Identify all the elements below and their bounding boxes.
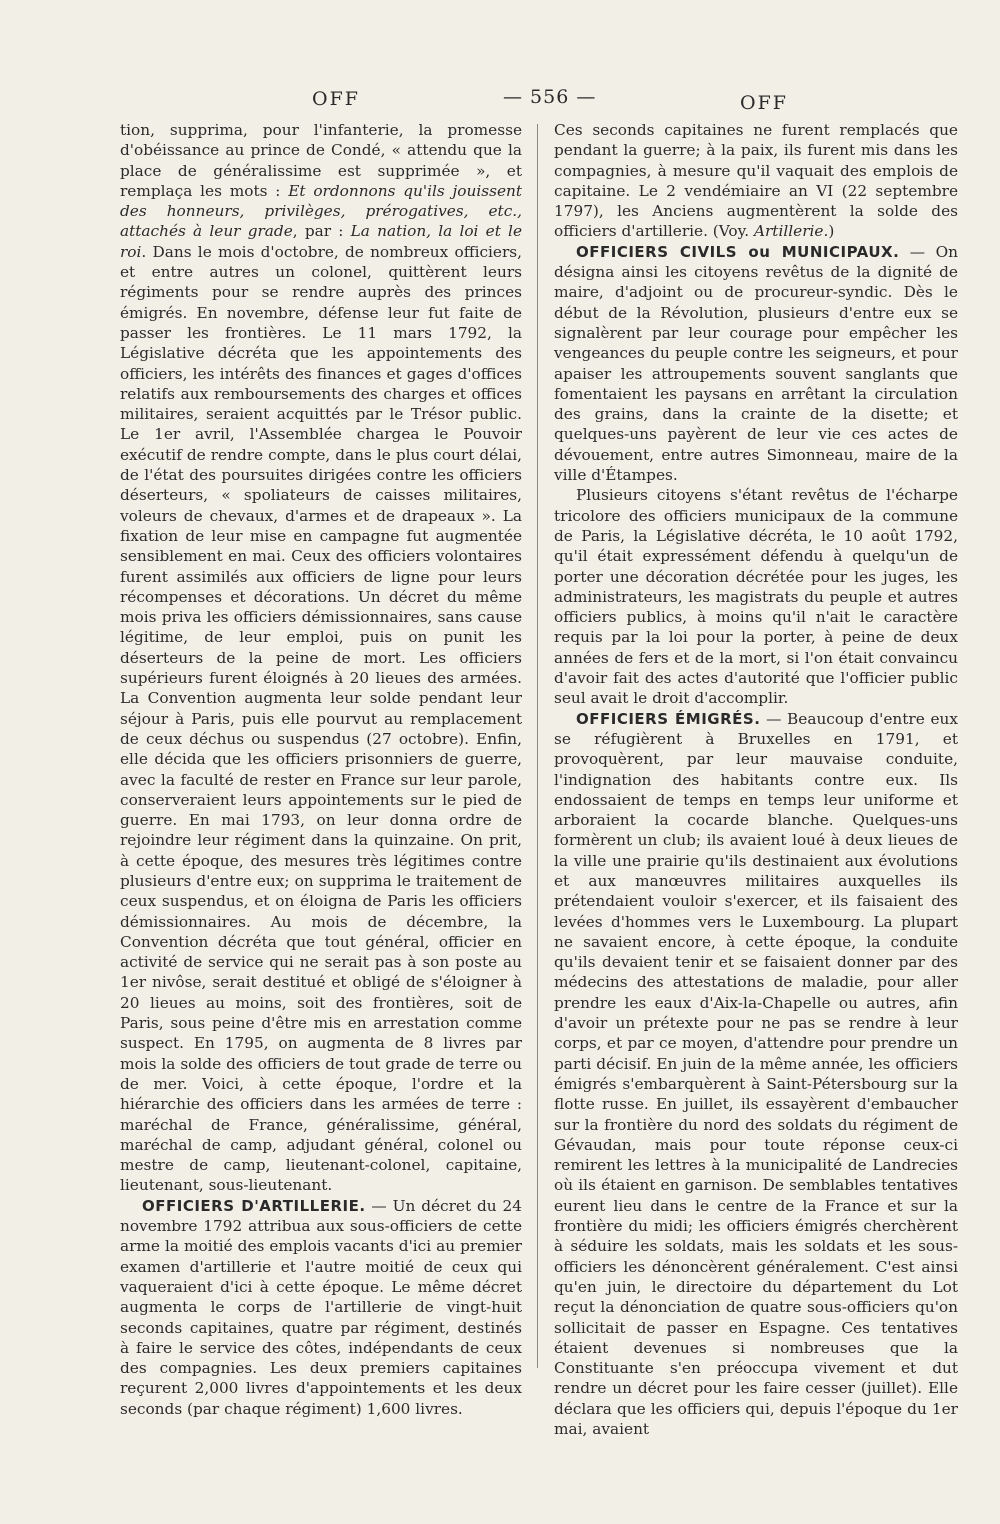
- paragraph-text: . Dans le mois d'octobre, de nombreux officiers, et entre autres un colonel, quittèrent leurs régiments pour se rendre auprès des princes émigrés. En novembre, défense leur fut faite de passer les frontières. Le 11 mars 1792, la Législative décréta que les appointements des officiers, les intérêts des finances et gages d'offices relatifs aux remboursements des charges et offices militaires, seraient acquittés par le Trésor public. Le 1er avril, l'Assemblée chargea le Pouvoir exécutif de rendre compte, dans le plus court délai, de l'état des poursuites dirigées contre les officiers déserteurs, « spoliateurs de caisses militaires, voleurs de chevaux, d'armes et de drapeaux ». La fixation de leur mise en campagne fut augmentée sensiblement en mai. Ceux des officiers volontaires furent assimilés aux officiers de ligne pour leurs récompenses et décorations. Un décret du même mois priva les officiers démissionnaires, sans cause légitime, de leur emploi, puis on punit les déserteurs de la peine de mort. Les officiers supérieurs furent éloignés à 20 lieues des armées. La Convention augmenta leur solde pendant leur séjour à Paris, puis elle pourvut au remplacement de ceux déchus ou suspendus (27 octobre). Enfin, elle décida que les officiers prisonniers de guerre, avec la faculté de rester en France sur leur parole, conserveraient leurs appointements sur le pied de guerre. En mai 1793, on leur donna ordre de rejoindre leur régiment dans la quinzaine. On prit, à cette époque, des mesures très légitimes contre plusieurs d'entre eux; on supprima le traitement de ceux suspendus, et on éloigna de Paris les officiers démissionnaires. Au mois de décembre, la Convention décréta que tout général, officier en activité de service qui ne serait pas à son poste au 1er nivôse, serait destitué et obligé de s'éloigner à 20 lieues au moins, soit des frontières, soit de Paris, sous peine d'être mis en arrestation comme suspect. En 1795, on augmenta de 8 livres par mois la solde des officiers de tout grade de terre ou de mer. Voici, à cette époque, l'ordre et la hiérarchie des officiers dans les armées de terre : maréchal de France, généralissime, général, maréchal de camp, adjudant général, colonel ou mestre de camp, lieutenant-colonel, capitaine, lieutenant, sous-lieutenant.: [120, 242, 522, 1195]
- running-header: [0, 88, 1000, 114]
- page-number: — 556 —: [503, 86, 597, 108]
- italic-quote: La nation, la loi et le roi: [120, 222, 522, 261]
- entry-heading: OFFICIERS D'ARTILLERIE.: [142, 1196, 366, 1215]
- paragraph-artillerie-continued: [554, 120, 958, 242]
- right-column: [554, 120, 958, 1439]
- entry-text: — Beaucoup d'entre eux se réfugièrent à Bruxelles en 1791, et provoquèrent, par leur mauvaise conduite, l'indignation des habitants contre eux. Ils endossaient de temps en temps leur uniforme et arboraient la cocarde blanche. Quelques-uns formèrent un club; ils avaient loué à deux lieues de la ville une prairie qu'ils destinaient aux évolutions et aux manœuvres militaires auxquelles ils prétendaient vouloir s'exercer, et ils faisaient des levées d'hommes vers le Luxembourg. La plupart ne savaient encore, à cette époque, la conduite qu'ils devaient tenir et se faisaient donner par des médecins des attestations de maladie, pour aller prendre les eaux d'Aix-la-Chapelle ou autres, afin d'avoir un prétexte pour ne pas se rendre à leur corps, et par ce moyen, d'attendre pour prendre un parti décisif. En juin de la même année, les officiers émigrés s'embarquèrent à Saint-Pétersbourg sur la flotte russe. En juillet, ils essayèrent d'embaucher sur la frontière du nord des soldats du régiment de Gévaudan, mais pour toute réponse ceux-ci remirent les lettres à la municipalité de Landrecies où ils étaient en garnison. De semblables tentatives eurent lieu dans le centre de la France et sur la frontière du midi; les officiers émigrés cherchèrent à séduire les soldats, mais les soldats et les sous-officiers les dénoncèrent généralement. C'est ainsi qu'en juin, le directoire du département du Lot reçut la dénonciation de quatre sous-officiers qu'on sollicitait de passer en Espagne. Ces tentatives étaient devenues si nombreuses que la Constituante s'en préoccupa vivement et dut rendre un décret pour les faire cesser (juillet). Elle déclara que les officiers qui, depuis l'époque du 1er mai, avaient: [554, 709, 958, 1438]
- header-right-keyword: OFF: [740, 92, 788, 114]
- entry-heading: OFFICIERS ÉMIGRÉS.: [576, 709, 761, 728]
- paragraph-text: , par :: [292, 222, 351, 241]
- cross-reference: Artillerie.: [753, 222, 829, 241]
- entry-officiers-emigres: [554, 709, 958, 1440]
- header-left-keyword: OFF: [312, 88, 360, 110]
- left-column: [120, 120, 522, 1419]
- paragraph-text: ): [828, 222, 835, 241]
- entry-officiers-civils: [554, 242, 958, 486]
- italic-quote: Et ordonnons qu'ils jouissent des honneurs, privilèges, prérogatives, etc., attachés à leur grade: [120, 181, 522, 241]
- paragraph-text: Ces seconds capitaines ne furent remplacés que pendant la guerre; à la paix, ils furent mis dans les compagnies, à mesure qu'il vaquait des emplois de capitaine. Le 2 vendémiaire an VI (22 septembre 1797), les Anciens augmentèrent la solde des officiers d'artillerie. (Voy.: [554, 121, 958, 241]
- entry-officiers-artillerie: [120, 1196, 522, 1419]
- column-divider: [537, 124, 538, 1368]
- entry-heading: OFFICIERS CIVILS ou MUNICIPAUX.: [576, 242, 900, 261]
- entry-text: — Un décret du 24 novembre 1792 attribua aux sous-officiers de cette arme la moitié des emplois vacants d'ici au premier examen d'artillerie et l'autre moitié de ceux qui vaqueraient d'ici à cette époque. Le même décret augmenta le corps de l'artillerie de vingt-huit seconds capitaines, quatre par régiment, destinés à faire le service des côtes, indépendants de ceux des compagnies. Les deux premiers capitaines reçurent 2,000 livres d'appointements et les deux seconds (par chaque régiment) 1,600 livres.: [120, 1196, 522, 1418]
- entry-text: — On désigna ainsi les citoyens revêtus de la dignité de maire, d'adjoint ou de procureur-syndic. Dès le début de la Révolution, plusieurs d'entre eux se signalèrent par leur courage pour empêcher les vengeances du peuple contre les seigneurs, et pour apaiser les attroupements souvent sanglants que fomentaient les paysans en arrêtant la circulation des grains, dans la crainte de la disette; et quelques-uns payèrent de leur vie ces actes de dévouement, entre autres Simonneau, maire de la ville d'Étampes.: [554, 242, 958, 485]
- paragraph-text: tion, supprima, pour l'infanterie, la promesse d'obéissance au prince de Condé, « attendu que la place de généralissime est supprimée », et remplaça les mots :: [120, 121, 522, 200]
- paragraph-officiers-continued: [120, 120, 522, 1196]
- paragraph-echarpe: Plusieurs citoyens s'étant revêtus de l'écharpe tricolore des officiers municipaux de la commune de Paris, la Législative décréta, le 10 août 1792, qu'il était expressément défendu à quelqu'un de porter une décoration décrétée pour les juges, les administrateurs, les magistrats du peuple et autres officiers publics, à moins qu'il n'ait le caractère requis par la loi pour la porter, à peine de deux années de fers et de la mort, si l'on était convaincu d'avoir fait des actes d'autorité que l'officier public seul avait le droit d'accomplir.: [554, 486, 958, 708]
